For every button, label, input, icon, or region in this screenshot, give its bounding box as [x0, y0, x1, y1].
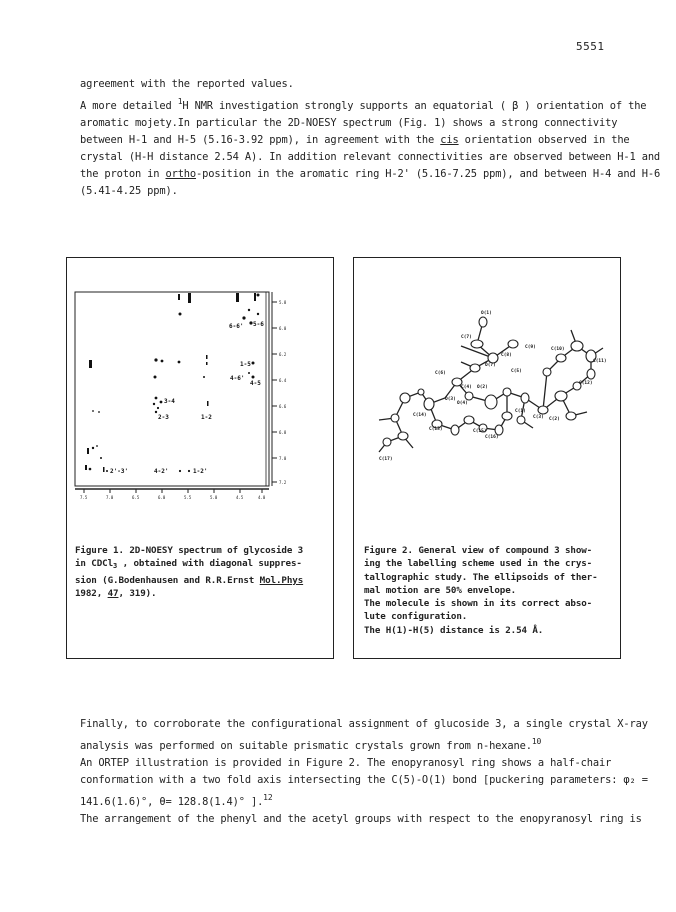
caption-line: ing the labelling scheme used in the crys-	[364, 558, 593, 570]
cross-peaks	[85, 293, 260, 472]
atom-label: C(16)	[485, 435, 499, 440]
peak-label: 2'-3'	[110, 468, 129, 475]
page-number: 5551	[576, 40, 605, 53]
text-run: orientation observed in the	[458, 134, 630, 146]
text-run: the proton in	[80, 168, 166, 180]
outro-line-3: An ORTEP illustration is provided in Figure 2. The enopyranosyl ring shows a half-chair	[80, 757, 612, 769]
tick-label: 7.2	[279, 480, 287, 485]
tick-label: 7.5	[80, 495, 88, 500]
ortep-structure	[365, 300, 615, 470]
tick-label: 4.5	[236, 495, 244, 500]
tick-label: 6.0	[279, 326, 287, 331]
caption-line: tallographic study. The ellipsoids of ther-	[364, 571, 598, 583]
peak-label: 1-2'	[193, 468, 208, 475]
peak-labels	[110, 321, 264, 475]
intro-line-1: agreement with the reported values.	[80, 78, 294, 90]
text-run: , obtained with diagonal suppres-	[117, 558, 302, 570]
atom-label: C(6)	[435, 371, 446, 376]
atom-label: C(7)	[461, 335, 472, 340]
atom-label: C(10)	[551, 347, 565, 352]
peak-label: 3-4	[164, 398, 175, 405]
outro-line-5	[80, 789, 622, 811]
atom-label: C(13)	[429, 427, 443, 432]
underlined-word: cis	[440, 134, 459, 146]
atom-label: C(12)	[579, 381, 593, 386]
figure-1-caption	[75, 544, 303, 600]
noesy-spectrum	[72, 288, 332, 510]
intro-line-3: aromatic mojety.In particular the 2D-NOESY spectrum (Fig. 1) shows a strong connectivity	[80, 117, 618, 129]
atom-label: C(1)	[515, 409, 526, 414]
atom-label: C(15)	[473, 429, 487, 434]
atom-label: C(17)	[379, 457, 393, 462]
tick-label: 7.0	[106, 495, 114, 500]
tick-label: 6.8	[279, 430, 287, 435]
outro-line-2	[80, 733, 622, 755]
atom-label: C(2)	[549, 417, 560, 422]
atom-label: C(3)	[533, 415, 544, 420]
text-run: in CDCl	[75, 558, 114, 570]
intro-line-7: (5.41-4.25 ppm).	[80, 185, 178, 197]
outro-line-1: Finally, to corroborate the configurational assignment of glucoside 3, a single crystal X-ray	[80, 718, 648, 730]
bottom-tick-labels	[80, 495, 266, 500]
atom-label: C(9)	[525, 345, 536, 350]
text-run: between H-1 and H-5 (5.16-3.92 ppm), in agreement with the	[80, 134, 441, 146]
caption-line: lute configuration.	[364, 611, 468, 623]
atom-label: C(8)	[501, 353, 512, 358]
superscript: 12	[263, 793, 273, 802]
intro-line-6	[80, 166, 661, 183]
caption-line	[75, 574, 303, 587]
outro-line-4: conformation with a two fold axis intersecting the C(5)-O(1) bond [puckering parameters: φ₂ =	[80, 774, 648, 786]
atom-label: O(3)	[445, 397, 456, 402]
text-run: 141.6(1.6)°, θ= 128.8(1.4)° ].	[80, 796, 264, 808]
text-run: A more detailed	[80, 100, 178, 112]
peak-label: 4-2'	[154, 468, 169, 475]
underlined-word: ortho	[165, 168, 197, 180]
tick-label: 6.0	[158, 495, 166, 500]
tick-label: 6.6	[279, 404, 287, 409]
atom-label: C(14)	[413, 413, 427, 418]
peak-label: 1-2	[201, 414, 212, 421]
caption-line: Figure 1. 2D-NOESY spectrum of glycoside 3	[75, 545, 304, 556]
tick-label: 5.5	[184, 495, 192, 500]
atom-label: O(4)	[457, 401, 468, 406]
atom-label: O(7)	[485, 363, 496, 368]
peak-label: 5-6	[253, 321, 264, 328]
text-run: H NMR investigation strongly supports an equatorial ( β ) orientation of the	[182, 100, 647, 112]
tick-label: 5.8	[279, 300, 287, 305]
text-run: , 319).	[118, 587, 157, 599]
peak-label: 4-5	[250, 380, 261, 387]
tick-label: 4.0	[258, 495, 266, 500]
text-run: -position in the aromatic ring H-2' (5.16-7.25 ppm), and between H-4 and H-6	[196, 168, 661, 180]
peak-label: 1-5	[240, 361, 251, 368]
caption-line	[75, 587, 303, 600]
outro-line-6: The arrangement of the phenyl and the acetyl groups with respect to the enopyranosyl ring is	[80, 813, 642, 825]
intro-line-4	[80, 132, 630, 149]
atom-label: O(2)	[477, 385, 488, 390]
figure-2-caption	[364, 544, 598, 637]
atom-label: C(5)	[511, 369, 522, 374]
caption-line: Figure 2. General view of compound 3 show-	[364, 545, 593, 556]
subscript: 3	[113, 562, 118, 571]
right-tick-labels	[279, 300, 287, 485]
atom-label: C(11)	[593, 359, 607, 364]
tick-label: 6.5	[132, 495, 140, 500]
caption-line: The molecule is shown in its correct abso-	[364, 598, 593, 610]
atom-label: O(1)	[481, 311, 492, 316]
intro-line-5: crystal (H-H distance 2.54 A). In addition relevant connectivities are observed between H-1 and	[80, 151, 661, 163]
caption-line: The H(1)-H(5) distance is 2.54 Å.	[364, 624, 544, 636]
text-run: analysis was performed on suitable prismatic crystals grown from n-hexane.	[80, 740, 532, 752]
tick-label: 6.4	[279, 378, 287, 383]
intro-paragraph	[80, 76, 661, 200]
caption-line	[75, 557, 303, 573]
journal-name: Mol.Phys	[259, 574, 304, 586]
right-ticks	[272, 302, 277, 482]
peak-label: 4-6'	[230, 375, 245, 382]
atoms	[383, 317, 596, 446]
superscript: 1	[177, 97, 183, 106]
tick-label: 7.0	[279, 456, 287, 461]
superscript: 10	[531, 737, 542, 746]
bonds	[379, 322, 603, 452]
outro-paragraph	[80, 716, 648, 828]
tick-label: 5.0	[210, 495, 218, 500]
peak-label: 6-6'	[229, 323, 244, 330]
intro-line-2	[80, 93, 647, 115]
text-run: 1982,	[75, 587, 108, 599]
volume: 47	[107, 587, 119, 599]
text-run: sion (G.Bodenhausen and R.R.Ernst	[75, 574, 260, 586]
caption-line: mal motion are 50% envelope.	[364, 584, 517, 596]
atom-label: C(4)	[461, 385, 472, 390]
peak-label: 2-3	[158, 414, 169, 421]
tick-label: 6.2	[279, 352, 287, 357]
